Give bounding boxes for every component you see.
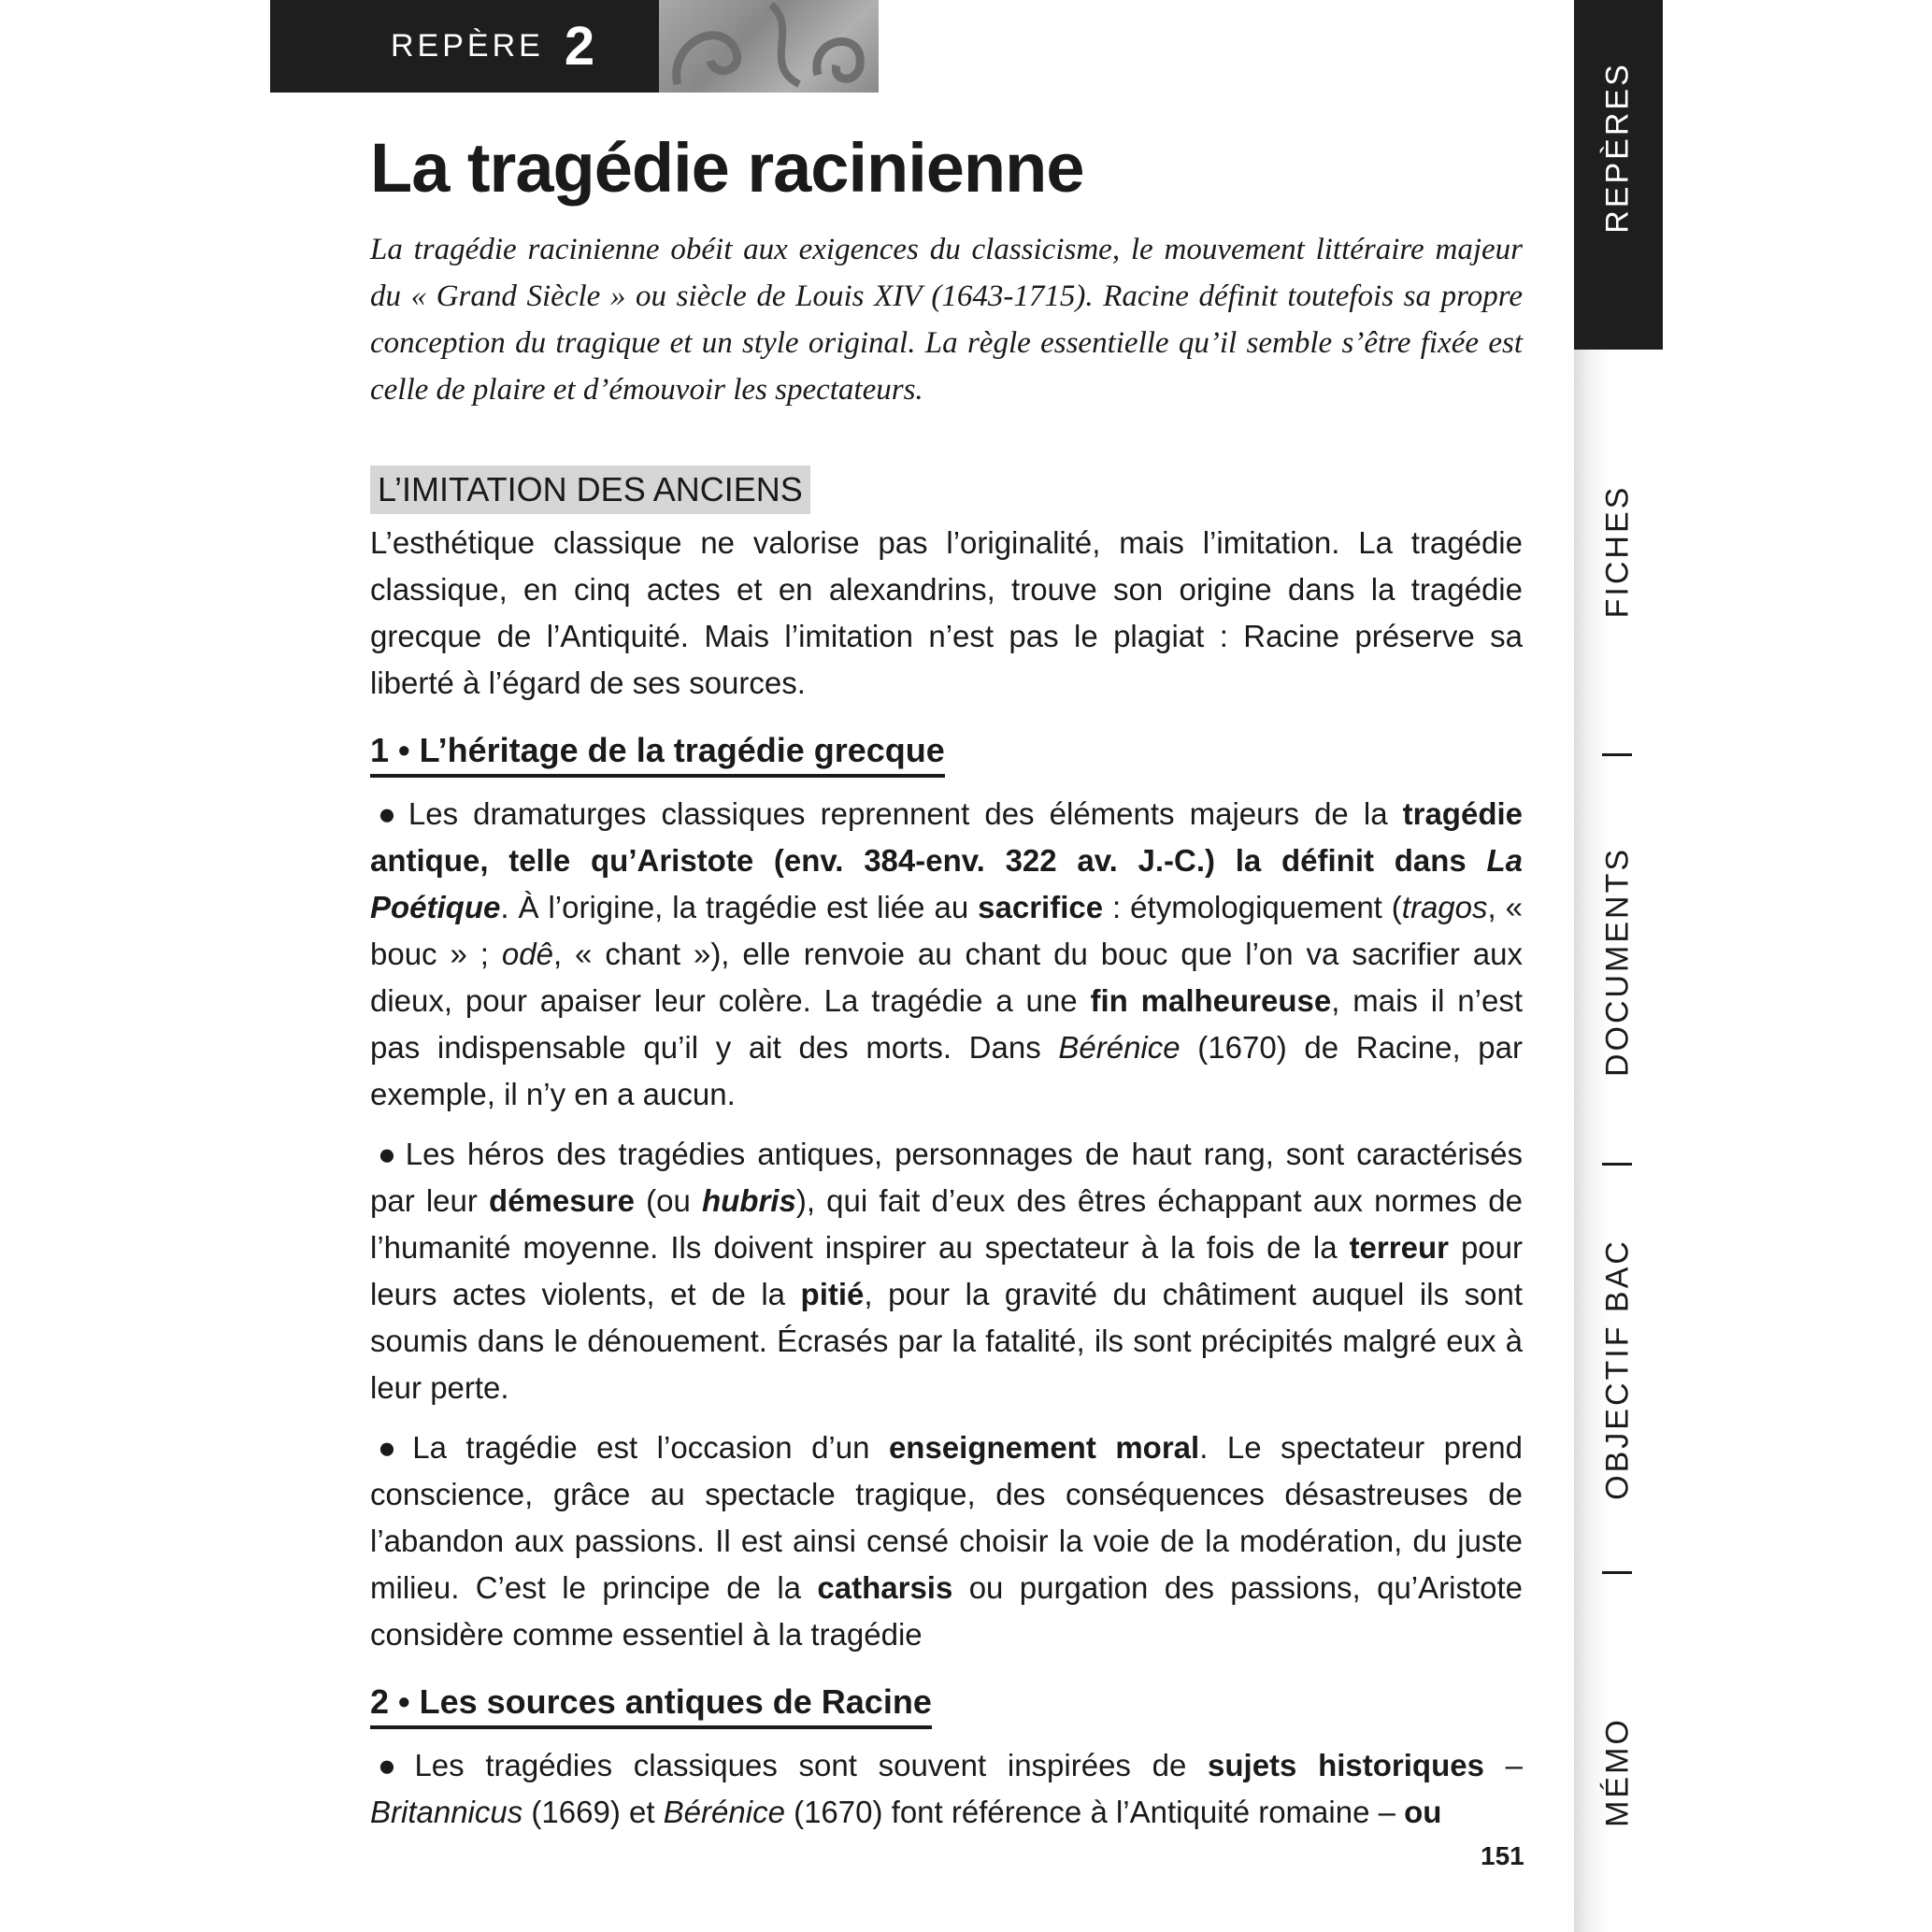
bullet-icon: ● — [378, 1137, 400, 1171]
tab-separator — [1602, 1571, 1632, 1574]
tab-documents[interactable]: DOCUMENTS — [1599, 846, 1636, 1078]
section-heading: L’IMITATION DES ANCIENS — [370, 465, 810, 514]
bullet-paragraph: ● Les héros des tragédies antiques, personnages de haut rang, sont caractérisés par leur démesure (ou hubris), qui fait d’eux des êtres échappant aux normes de l’humanité moyenne. Ils doivent inspirer au spectateur à la fois de la terreur pour leurs actes violents, et de la pitié, pour la gravité du châtiment auquel ils sont soumis dans le dénouement. Écrasés par la fatalité, ils sont précipités malgré eux à leur perte. — [370, 1137, 1524, 1405]
intro-paragraph: La tragédie racinienne obéit aux exigences du classicisme, le mouvement littéraire majeur du « Grand Siècle » ou siècle de Louis XIV (1643-1715). Racine définit toutefois sa propre conception du tragique et un style original. La règle essentielle qu’il semble s’être fixée est celle de plaire et d’émouvoir les spectateurs. — [370, 233, 1523, 407]
bullet-icon: ● — [378, 1430, 408, 1465]
bullet-icon: ● — [378, 1748, 409, 1782]
section-header-tab — [270, 0, 659, 93]
page-number: 151 — [1481, 1841, 1524, 1870]
ornament-image — [659, 0, 879, 93]
subsection-heading-1: 1 • L’héritage de la tragédie grecque — [370, 729, 945, 778]
tab-memo[interactable]: MÉMO — [1599, 1717, 1636, 1827]
subsection-heading-2: 2 • Les sources antiques de Racine — [370, 1681, 932, 1729]
tab-objectif-bac[interactable]: OBJECTIF BAC — [1599, 1238, 1636, 1500]
bullet-icon: ● — [378, 796, 403, 831]
main-content — [370, 120, 1523, 1836]
bullet-paragraph: ● La tragédie est l’occasion d’un enseignement moral. Le spectateur prend conscience, grâce au spectacle tragique, des conséquences désastreuses de l’abandon aux passions. Il est ainsi censé choisir la voie de la modération, du juste milieu. C’est le principe de la catharsis ou purgation des passions, qu’Aristote considère comme essentiel à la tragédie — [370, 1430, 1524, 1652]
tab-separator — [1602, 753, 1632, 756]
tab-fiches[interactable]: FICHES — [1599, 484, 1636, 619]
section-paragraph: L’esthétique classique ne valorise pas l’originalité, mais l’imitation. La tragédie classique, en cinq actes et en alexandrins, trouve son origine dans la tragédie grecque de l’Antiquité. Mais l’imitation n’est pas le plagiat : Racine préserve sa liberté à l’égard de ses sources. — [370, 525, 1523, 700]
bullet-paragraph: ● Les dramaturges classiques reprennent des éléments majeurs de la tragédie antique, telle qu’Aristote (env. 384-env. 322 av. J.-C.) la définit dans La Poétique. À l’origine, la tragédie est liée au sacrifice : étymologiquement (tragos, « bouc » ; odê, « chant »), elle renvoie au chant du bouc que l’on va sacrifier aux dieux, pour apaiser leur colère. La tragédie a une fin malheureuse, mais il n’est pas indispensable qu’il y ait des morts. Dans Bérénice (1670) de Racine, par exemple, il n’y en a aucun. — [370, 796, 1524, 1111]
tab-separator — [1602, 1163, 1632, 1166]
section-number: 2 — [564, 16, 595, 77]
page-title: La tragédie racinienne — [370, 129, 1084, 207]
bullet-paragraph: ● Les tragédies classiques sont souvent inspirées de sujets historiques – Britannicus (1669) et Bérénice (1670) font référence à l’Antiquité romaine – ou — [370, 1748, 1523, 1829]
section-label: REPÈRE — [391, 28, 544, 64]
swirl-ornament-icon — [659, 0, 879, 93]
tab-reperes[interactable]: REPÈRES — [1599, 62, 1636, 234]
